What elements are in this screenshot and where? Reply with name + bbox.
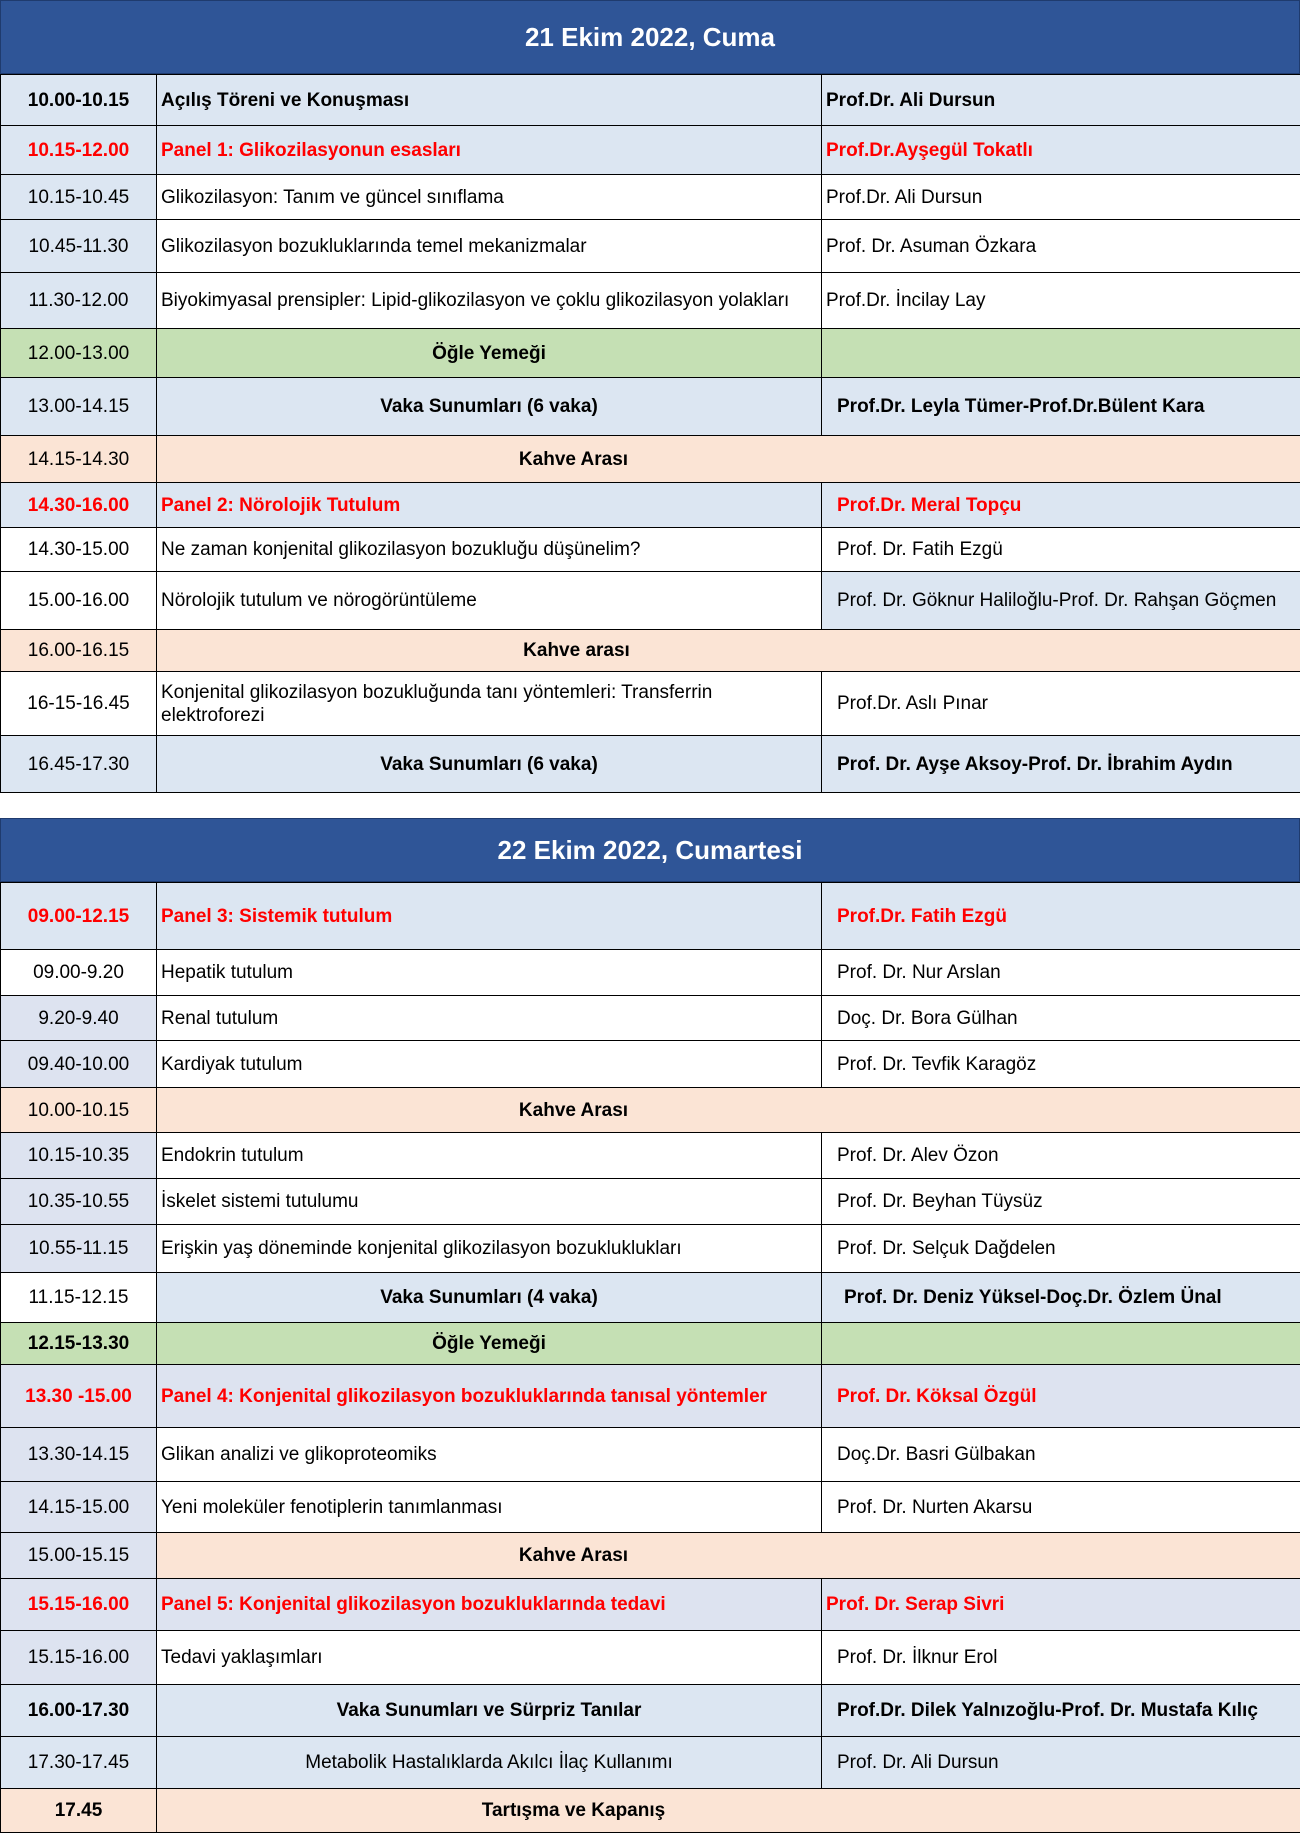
topic-cell: Erişkin yaş döneminde konjenital glikozilasyon bozukluklukları (157, 1225, 822, 1273)
speaker-cell: Prof. Dr. Göknur Haliloğlu-Prof. Dr. Rahşan Göçmen (822, 572, 1300, 630)
topic-cell: Vaka Sunumları (6 vaka) (157, 736, 822, 793)
time-cell: 09.40-10.00 (1, 1041, 157, 1088)
speaker-cell: Prof. Dr. Nur Arslan (822, 950, 1300, 996)
day2-title: 22 Ekim 2022, Cumartesi (0, 818, 1300, 882)
speaker-cell: Prof. Dr. Fatih Ezgü (822, 528, 1300, 572)
speaker-cell: Prof.Dr. Meral Topçu (822, 483, 1300, 528)
table-row (1, 736, 1300, 793)
table-row (1, 1482, 1300, 1533)
time-cell: 09.00-9.20 (1, 950, 157, 996)
speaker-cell: Prof.Dr. Dilek Yalnızoğlu-Prof. Dr. Mustafa Kılıç (822, 1685, 1300, 1737)
topic-cell: Panel 1: Glikozilasyonun esasları (157, 126, 822, 175)
topic-cell: Hepatik tutulum (157, 950, 822, 996)
time-cell: 14.15-14.30 (1, 436, 157, 483)
topic-cell: Metabolik Hastalıklarda Akılcı İlaç Kullanımı (157, 1737, 822, 1789)
table-row (1, 1323, 1300, 1365)
time-cell: 11.30-12.00 (1, 273, 157, 329)
lunch-break: Öğle Yemeği (157, 329, 822, 378)
day1-schedule-table (0, 74, 1300, 793)
time-cell: 17.45 (1, 1789, 157, 1833)
speaker-cell: Prof. Dr. Serap Sivri (822, 1579, 1300, 1631)
time-cell: 11.15-12.15 (1, 1273, 157, 1323)
table-row (1, 630, 1300, 672)
closing-label: Tartışma ve Kapanış (481, 1800, 666, 1821)
speaker-cell: Prof.Dr. Leyla Tümer-Prof.Dr.Bülent Kara (822, 378, 1300, 436)
speaker-cell: Prof. Dr. İlknur Erol (822, 1631, 1300, 1685)
time-cell: 15.00-15.15 (1, 1533, 157, 1579)
table-row (1, 273, 1300, 329)
day2-schedule-table (0, 882, 1300, 1833)
speaker-cell: Prof. Dr. Tevfik Karagöz (822, 1041, 1300, 1088)
coffee-break-label: Kahve Arası (518, 1099, 629, 1121)
topic-cell: Kardiyak tutulum (157, 1041, 822, 1088)
time-cell: 10.15-10.45 (1, 175, 157, 220)
time-cell: 10.45-11.30 (1, 220, 157, 273)
time-cell: 15.15-16.00 (1, 1579, 157, 1631)
day1-title: 21 Ekim 2022, Cuma (0, 0, 1300, 74)
coffee-break-label: Kahve Arası (518, 1545, 629, 1566)
speaker-cell: Prof. Dr. Nurten Akarsu (822, 1482, 1300, 1533)
table-row (1, 1179, 1300, 1225)
time-cell: 14.30-15.00 (1, 528, 157, 572)
table-row (1, 572, 1300, 630)
speaker-cell: Prof.Dr. Ali Dursun (822, 75, 1300, 126)
table-row (1, 1273, 1300, 1323)
day1-program (0, 0, 1300, 793)
table-row (1, 1737, 1300, 1789)
time-cell: 16.45-17.30 (1, 736, 157, 793)
table-row (1, 483, 1300, 528)
topic-cell: Vaka Sunumları ve Sürpriz Tanılar (157, 1685, 822, 1737)
table-row (1, 1365, 1300, 1428)
table-row (1, 175, 1300, 220)
topic-cell: Nörolojik tutulum ve nörogörüntüleme (157, 572, 822, 630)
topic-cell: Glikozilasyon bozukluklarında temel mekanizmalar (157, 220, 822, 273)
speaker-cell: Prof. Dr. Köksal Özgül (822, 1365, 1300, 1428)
table-row (1, 1041, 1300, 1088)
table-row (1, 1685, 1300, 1737)
table-row (1, 883, 1300, 950)
speaker-cell (822, 1323, 1300, 1365)
table-row (1, 1225, 1300, 1273)
topic-cell: Biyokimyasal prensipler: Lipid-glikozilasyon ve çoklu glikozilasyon yolakları (157, 273, 822, 329)
time-cell: 12.00-13.00 (1, 329, 157, 378)
time-cell: 13.00-14.15 (1, 378, 157, 436)
time-cell: 16.00-16.15 (1, 630, 157, 672)
speaker-cell (822, 329, 1300, 378)
topic-cell: İskelet sistemi tutulumu (157, 1179, 822, 1225)
time-cell: 17.30-17.45 (1, 1737, 157, 1789)
time-cell: 15.15-16.00 (1, 1631, 157, 1685)
coffee-break-label: Kahve Arası (518, 448, 629, 470)
table-row (1, 329, 1300, 378)
speaker-cell: Prof. Dr. Ayşe Aksoy-Prof. Dr. İbrahim Aydın (822, 736, 1300, 793)
table-row (1, 126, 1300, 175)
table-row (1, 436, 1300, 483)
closing-session (157, 1789, 1300, 1833)
speaker-cell: Doç.Dr. Basri Gülbakan (822, 1428, 1300, 1482)
day2-program (0, 818, 1300, 1833)
time-cell: 14.30-16.00 (1, 483, 157, 528)
time-cell: 13.30 -15.00 (1, 1365, 157, 1428)
table-row (1, 1533, 1300, 1579)
topic-cell: Vaka Sunumları (6 vaka) (157, 378, 822, 436)
table-row (1, 1428, 1300, 1482)
coffee-break-label: Kahve arası (523, 640, 630, 661)
lunch-break: Öğle Yemeği (157, 1323, 822, 1365)
table-row (1, 1133, 1300, 1179)
time-cell: 10.00-10.15 (1, 75, 157, 126)
time-cell: 14.15-15.00 (1, 1482, 157, 1533)
topic-cell: Konjenital glikozilasyon bozukluğunda tanı yöntemleri: Transferrin elektroforezi (157, 672, 822, 736)
speaker-cell: Prof.Dr. İncilay Lay (822, 273, 1300, 329)
speaker-cell: Prof. Dr. Ali Dursun (822, 1737, 1300, 1789)
speaker-cell: Prof.Dr.Ayşegül Tokatlı (822, 126, 1300, 175)
time-cell: 16-15-16.45 (1, 672, 157, 736)
table-row (1, 220, 1300, 273)
topic-cell: Endokrin tutulum (157, 1133, 822, 1179)
time-cell: 10.15-10.35 (1, 1133, 157, 1179)
topic-cell: Ne zaman konjenital glikozilasyon bozukluğu düşünelim? (157, 528, 822, 572)
coffee-break (157, 1088, 1300, 1133)
table-row (1, 672, 1300, 736)
speaker-cell: Prof.Dr. Fatih Ezgü (822, 883, 1300, 950)
time-cell: 10.15-12.00 (1, 126, 157, 175)
time-cell: 9.20-9.40 (1, 996, 157, 1041)
table-row (1, 378, 1300, 436)
table-row (1, 950, 1300, 996)
coffee-break (157, 630, 1300, 672)
time-cell: 10.00-10.15 (1, 1088, 157, 1133)
time-cell: 15.00-16.00 (1, 572, 157, 630)
table-row (1, 75, 1300, 126)
topic-cell: Glikozilasyon: Tanım ve güncel sınıflama (157, 175, 822, 220)
topic-cell: Panel 2: Nörolojik Tutulum (157, 483, 822, 528)
time-cell: 10.35-10.55 (1, 1179, 157, 1225)
topic-cell: Panel 5: Konjenital glikozilasyon bozukluklarında tedavi (157, 1579, 822, 1631)
coffee-break (157, 1533, 1300, 1579)
time-cell: 09.00-12.15 (1, 883, 157, 950)
topic-cell: Panel 3: Sistemik tutulum (157, 883, 822, 950)
topic-cell: Tedavi yaklaşımları (157, 1631, 822, 1685)
time-cell: 12.15-13.30 (1, 1323, 157, 1365)
table-row (1, 1631, 1300, 1685)
table-row (1, 528, 1300, 572)
time-cell: 13.30-14.15 (1, 1428, 157, 1482)
time-cell: 16.00-17.30 (1, 1685, 157, 1737)
coffee-break (157, 436, 1300, 483)
speaker-cell: Prof. Dr. Selçuk Dağdelen (822, 1225, 1300, 1273)
topic-cell: Glikan analizi ve glikoproteomiks (157, 1428, 822, 1482)
topic-cell: Yeni moleküler fenotiplerin tanımlanması (157, 1482, 822, 1533)
speaker-cell: Prof. Dr. Alev Özon (822, 1133, 1300, 1179)
speaker-cell: Prof. Dr. Beyhan Tüysüz (822, 1179, 1300, 1225)
topic-cell: Açılış Töreni ve Konuşması (157, 75, 822, 126)
table-row (1, 1088, 1300, 1133)
topic-cell: Renal tutulum (157, 996, 822, 1041)
speaker-cell: Prof.Dr. Aslı Pınar (822, 672, 1300, 736)
topic-cell: Panel 4: Konjenital glikozilasyon bozukluklarında tanısal yöntemler (157, 1365, 822, 1428)
speaker-cell: Prof.Dr. Ali Dursun (822, 175, 1300, 220)
table-row (1, 1579, 1300, 1631)
speaker-cell: Prof. Dr. Asuman Özkara (822, 220, 1300, 273)
speaker-cell: Prof. Dr. Deniz Yüksel-Doç.Dr. Özlem Ünal (822, 1273, 1300, 1323)
topic-cell: Vaka Sunumları (4 vaka) (157, 1273, 822, 1323)
table-row (1, 1789, 1300, 1833)
time-cell: 10.55-11.15 (1, 1225, 157, 1273)
speaker-cell: Doç. Dr. Bora Gülhan (822, 996, 1300, 1041)
table-row (1, 996, 1300, 1041)
